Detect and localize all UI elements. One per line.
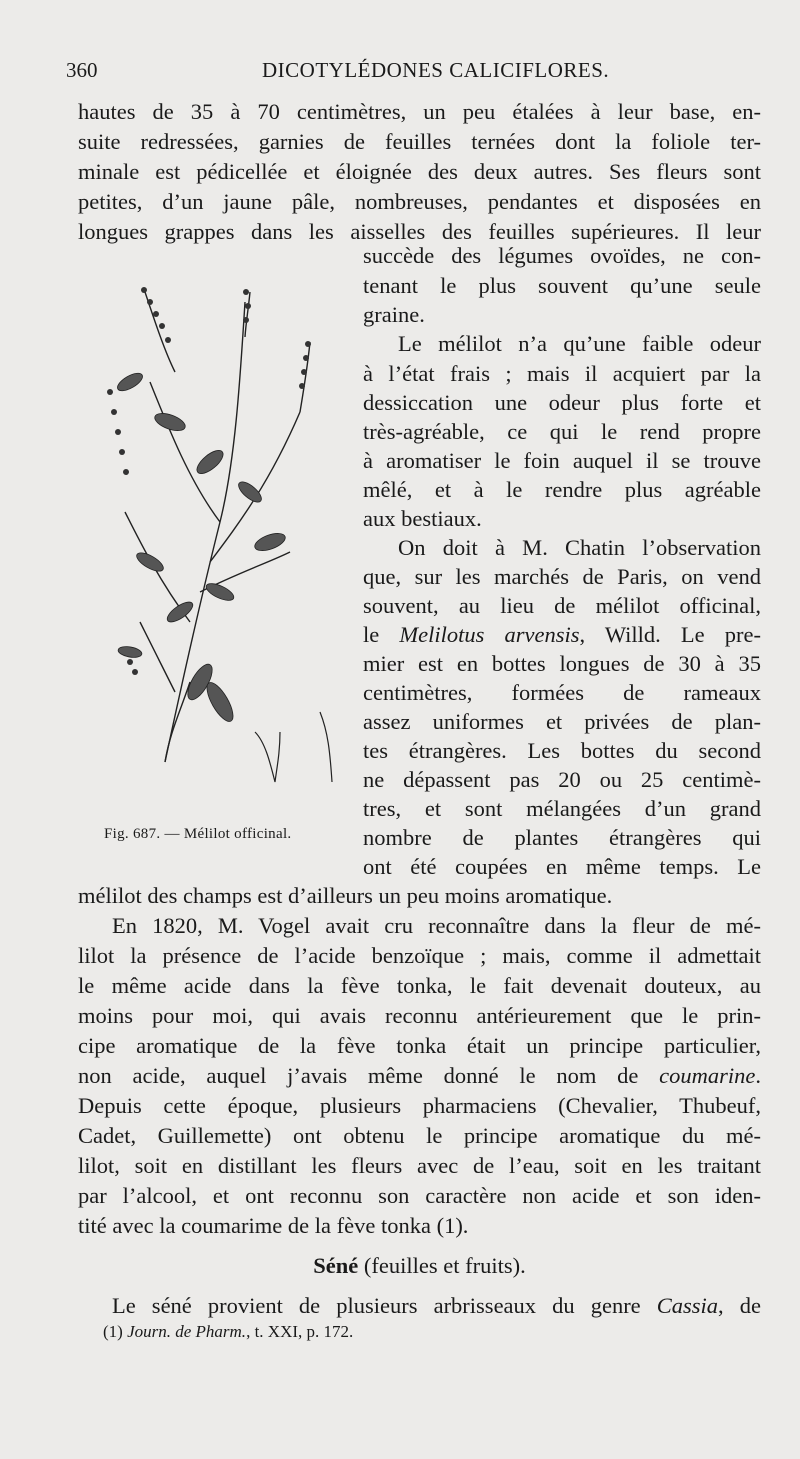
text-line: lilot, soit en distillant les fleurs avec de l’eau, soit en les traitant <box>78 1153 761 1178</box>
text-line: très-agréable, ce qui le rend propre <box>363 419 761 444</box>
text-line: On doit à M. Chatin l’observation <box>398 535 761 560</box>
text-line: aux bestiaux. <box>363 506 482 531</box>
text-line: tenant le plus souvent qu’une seule <box>363 273 761 298</box>
text-line: tité avec la coumarime de la fève tonka (1). <box>78 1213 469 1238</box>
text-line: souvent, au lieu de mélilot officinal, <box>363 593 761 618</box>
text-line: tes étrangères. Les bottes du second <box>363 738 761 763</box>
text-line: nombre de plantes étrangères qui <box>363 825 761 850</box>
page-number: 360 <box>66 58 98 82</box>
text-line: longues grappes dans les aisselles des feuilles supérieures. Il leur <box>78 219 761 244</box>
text-line: moins pour moi, qui avais reconnu antérieurement que le prin- <box>78 1003 761 1028</box>
text-line: graine. <box>363 302 425 327</box>
text-line: ont été coupées en même temps. Le <box>363 854 761 879</box>
text-line: Cadet, Guillemette) ont obtenu le principe aromatique du mé- <box>78 1123 761 1148</box>
text-line: que, sur les marchés de Paris, on vend <box>363 564 761 589</box>
text-line: à l’état frais ; mais il acquiert par la <box>363 361 761 386</box>
text-line: mêlé, et à le rendre plus agréable <box>363 477 761 502</box>
text-line: Le séné provient de plusieurs arbrisseaux du genre Cassia, de <box>112 1293 761 1318</box>
figure-caption: Fig. 687. — Mélilot officinal. <box>104 826 292 842</box>
text-line: petites, d’un jaune pâle, nombreuses, pendantes et disposées en <box>78 189 761 214</box>
text-line: Depuis cette époque, plusieurs pharmaciens (Chevalier, Thubeuf, <box>78 1093 761 1118</box>
text-line: En 1820, M. Vogel avait cru reconnaître dans la fleur de mé- <box>112 913 761 938</box>
text-line: suite redressées, garnies de feuilles ternées dont la foliole ter- <box>78 129 761 154</box>
text-line: Le mélilot n’a qu’une faible odeur <box>398 331 761 356</box>
text-line: cipe aromatique de la fève tonka était un principe particulier, <box>78 1033 761 1058</box>
text-line: succède des légumes ovoïdes, ne con- <box>363 243 761 268</box>
text-line: le Melilotus arvensis, Willd. Le pre- <box>363 622 761 647</box>
text-line: centimètres, formées de rameaux <box>363 680 761 705</box>
page-header <box>66 58 766 88</box>
text-line: le même acide dans la fève tonka, le fait devenait douteux, au <box>78 973 761 998</box>
text-line: lilot la présence de l’acide benzoïque ; mais, comme il admettait <box>78 943 761 968</box>
text-line: par l’alcool, et ont reconnu son caractère non acide et son iden- <box>78 1183 761 1208</box>
text-line: dessiccation une odeur plus forte et <box>363 390 761 415</box>
text-line: tres, et sont mélangées d’un grand <box>363 796 761 821</box>
text-line: assez uniformes et privées de plan- <box>363 709 761 734</box>
text-line: minale est pédicellée et éloignée des deux autres. Ses fleurs sont <box>78 159 761 184</box>
text-line: à aromatiser le foin auquel il se trouve <box>363 448 761 473</box>
footnote: (1) Journ. de Pharm., t. XXI, p. 172. <box>103 1322 354 1341</box>
text-line: Séné (feuilles et fruits). <box>313 1253 526 1278</box>
melilot-illustration <box>70 262 360 822</box>
text-line: ne dépassent pas 20 ou 25 centimè- <box>363 767 761 792</box>
text-line: hautes de 35 à 70 centimètres, un peu étalées à leur base, en- <box>78 99 761 124</box>
text-line: mier est en bottes longues de 30 à 35 <box>363 651 761 676</box>
text-line: non acide, auquel j’avais même donné le nom de coumarine. <box>78 1063 761 1088</box>
running-title: DICOTYLÉDONES CALICIFLORES. <box>262 58 610 82</box>
text-line: mélilot des champs est d’ailleurs un peu moins aromatique. <box>78 883 613 908</box>
